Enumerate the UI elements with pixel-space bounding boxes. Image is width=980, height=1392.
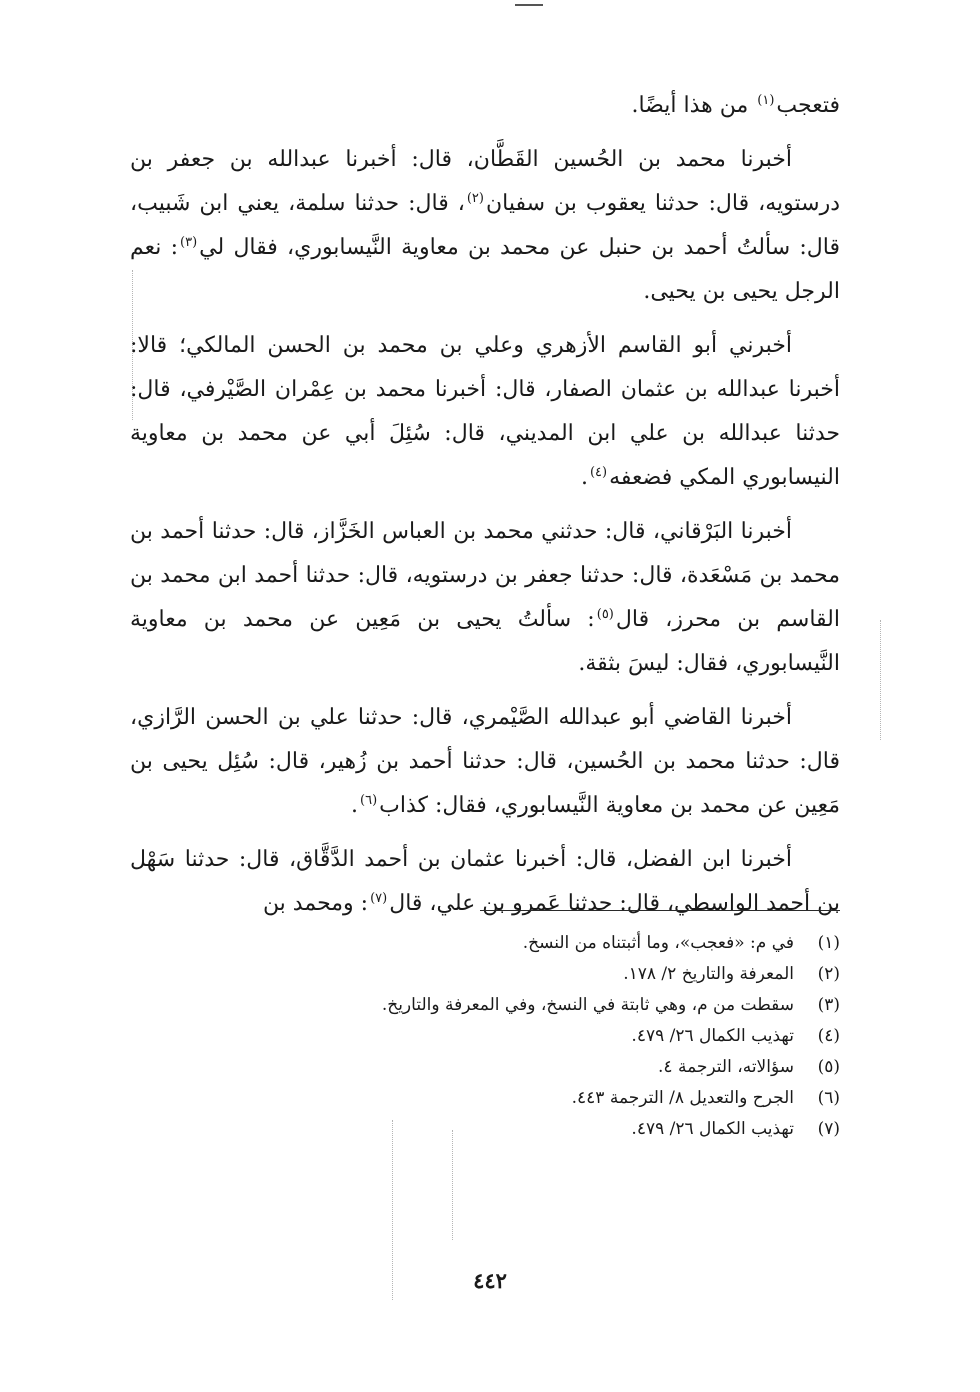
footnote-item xyxy=(140,959,840,990)
paragraph-text: . xyxy=(580,465,588,490)
top-edge-mark xyxy=(515,4,543,6)
paragraph xyxy=(130,510,840,686)
paragraph-text: ، قال: حدثنا سلمة، يعني ابن شَبيب، قال: سألتُ أحمد بن حنبل عن محمد بن معاوية النَّيسابوري، فقال لي xyxy=(130,191,840,260)
footnote-text: المعرفة والتاريخ ٢/ ١٧٨. xyxy=(623,964,794,984)
footnote-divider xyxy=(480,910,840,911)
footnote-marker: (٧) xyxy=(370,890,388,906)
footnote-number: (٧) xyxy=(817,1119,840,1139)
paragraph-text: أخبرنا ابن الفضل، قال: أخبرنا عثمان بن أحمد الدَّقَّاق، قال: حدثنا سَهْل بن أحمد الواسطي، قال: حدثنا عَمرو بن علي، قال xyxy=(130,847,840,916)
paragraph-text: أخبرنا القاضي أبو عبدالله الصَّيْمري، قال: حدثنا علي بن الحسن الرَّازي، قال: حدثنا محمد بن الحُسين، قال: حدثنا أحمد بن زُهير، قال: سُئِل يحيى بن مَعِين عن محمد بن معاوية النَّيسابوري، فقال: كذاب xyxy=(130,705,840,818)
footnote-item xyxy=(140,1052,840,1083)
footnote-text: في م: «فعجب»، وما أثبتناه من النسخ. xyxy=(522,933,794,953)
paragraph-text: : ومحمد بن xyxy=(262,891,369,916)
footnote-text: سقطت من م، وهي ثابتة في النسخ، وفي المعرفة والتاريخ. xyxy=(381,995,794,1015)
scan-noise-dots xyxy=(452,1130,454,1240)
footnote-text: سؤالاته، الترجمة ٤. xyxy=(658,1057,794,1077)
paragraph-text: أخبرنا محمد بن الحُسين القَطَّان، قال: أخبرنا عبدالله بن جعفر بن درستويه، قال: حدثنا يعقوب بن سفيان xyxy=(130,147,840,216)
paragraph-text: : نعم الرجل يحيى بن يحيى. xyxy=(130,235,840,304)
footnote-number: (١) xyxy=(817,933,840,953)
footnote-number: (٣) xyxy=(817,995,840,1015)
paragraph xyxy=(130,324,840,500)
paragraph-text: فتعجب xyxy=(776,93,840,118)
footnote-marker: (٥) xyxy=(596,606,614,622)
paragraph xyxy=(130,84,840,128)
footnote-item xyxy=(140,1021,840,1052)
footnote-marker: (٦) xyxy=(360,792,378,808)
footnote-item xyxy=(140,1114,840,1145)
footnote-item xyxy=(140,1083,840,1114)
footnote-marker: (٢) xyxy=(466,190,484,206)
footnotes-list xyxy=(140,928,840,1145)
page-number: ٤٤٢ xyxy=(473,1268,507,1293)
footnote-item xyxy=(140,990,840,1021)
footnote-number: (٥) xyxy=(817,1057,840,1077)
footnote-number: (٢) xyxy=(817,964,840,984)
footnote-text: تهذيب الكمال ٢٦/ ٤٧٩. xyxy=(631,1119,794,1139)
footnote-item xyxy=(140,928,840,959)
paragraph-text: من هذا أيضًا. xyxy=(631,93,756,118)
paragraph xyxy=(130,138,840,314)
footnote-marker: (١) xyxy=(757,92,775,108)
paragraph xyxy=(130,696,840,828)
paragraph-text: أخبرنا البَرْقاني، قال: حدثني محمد بن العباس الخَزَّاز، قال: حدثنا أحمد بن محمد بن مَسْعَدة، قال: حدثنا جعفر بن درستويه، قال: حدثنا أحمد ابن محمد بن القاسم بن محرز، قال xyxy=(130,519,840,632)
paragraph xyxy=(130,838,840,926)
footnote-text: الجرح والتعديل ٨/ الترجمة ٤٤٣. xyxy=(571,1088,794,1108)
paragraph-text: أخبرني أبو القاسم الأزهري وعلي بن محمد بن الحسن المالكي؛ قالا: أخبرنا عبدالله بن عثمان الصفار، قال: أخبرنا محمد بن عِمْران الصَّيْرفي، قال: حدثنا عبدالله بن علي ابن المديني، قال: سُئِلَ أبي عن محمد بن معاوية النيسابوري المكي فضعفه xyxy=(130,333,840,490)
footnote-marker: (٤) xyxy=(589,464,608,480)
footnote-number: (٤) xyxy=(817,1026,840,1046)
paragraph-text: . xyxy=(351,793,359,818)
scan-noise-dots xyxy=(880,620,882,740)
footnote-marker: (٣) xyxy=(180,234,198,250)
paragraph-text: : سألتُ يحيى بن مَعِين عن محمد بن معاوية النَّيسابوري، فقال: ليسَ بثقة. xyxy=(130,607,840,676)
main-text-body xyxy=(130,84,840,926)
footnote-number: (٦) xyxy=(817,1088,840,1108)
footnote-text: تهذيب الكمال ٢٦/ ٤٧٩. xyxy=(631,1026,794,1046)
